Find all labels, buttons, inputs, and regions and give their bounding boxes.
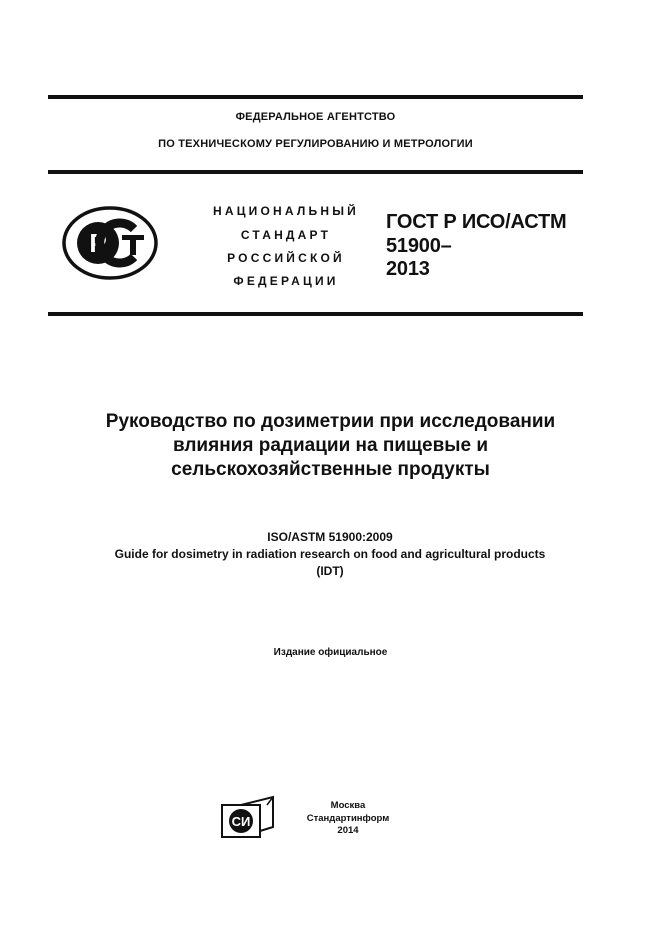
header-rule: [48, 170, 583, 174]
edition-label: Издание официальное: [273, 647, 388, 658]
idt-marker: (IDT): [316, 564, 344, 578]
standard-designation-line-2: 51900–: [386, 235, 452, 257]
agency-line-1: ФЕДЕРАЛЬНОЕ АГЕНТСТВО: [235, 111, 396, 123]
svg-text:Р: Р: [89, 228, 107, 258]
standard-rule: [48, 312, 583, 316]
national-line-4: ФЕДЕРАЦИИ: [233, 274, 339, 288]
publisher-name: Стандартинформ: [306, 813, 390, 824]
publisher-city: Москва: [330, 800, 366, 811]
english-title: Guide for dosimetry in radiation research on food and agricultural products: [114, 547, 546, 561]
agency-line-2: ПО ТЕХНИЧЕСКОМУ РЕГУЛИРОВАНИЮ И МЕТРОЛОГИИ: [158, 138, 473, 150]
publisher-year: 2014: [337, 825, 359, 836]
rst-certification-mark-icon: [62, 205, 158, 281]
national-line-1: НАЦИОНАЛЬНЫЙ: [212, 204, 360, 218]
national-line-3: РОССИЙСКОЙ: [227, 251, 345, 265]
standard-designation-line-3: 2013: [386, 258, 430, 280]
title-line-2: влияния радиации на пищевые и: [172, 435, 489, 456]
title-line-1: Руководство по дозиметрии при исследовании: [105, 411, 556, 432]
document-title-ru: [48, 410, 613, 482]
national-line-2: СТАНДАРТ: [240, 228, 332, 242]
standartinform-logo-icon: [221, 795, 275, 839]
svg-text:СИ: СИ: [231, 814, 251, 829]
title-line-3: сельскохозяйственные продукты: [171, 459, 490, 480]
iso-reference: ISO/ASTM 51900:2009: [267, 530, 393, 544]
top-rule: [48, 95, 583, 99]
standard-designation-line-1: ГОСТ Р ИСО/АСТМ: [386, 211, 567, 233]
